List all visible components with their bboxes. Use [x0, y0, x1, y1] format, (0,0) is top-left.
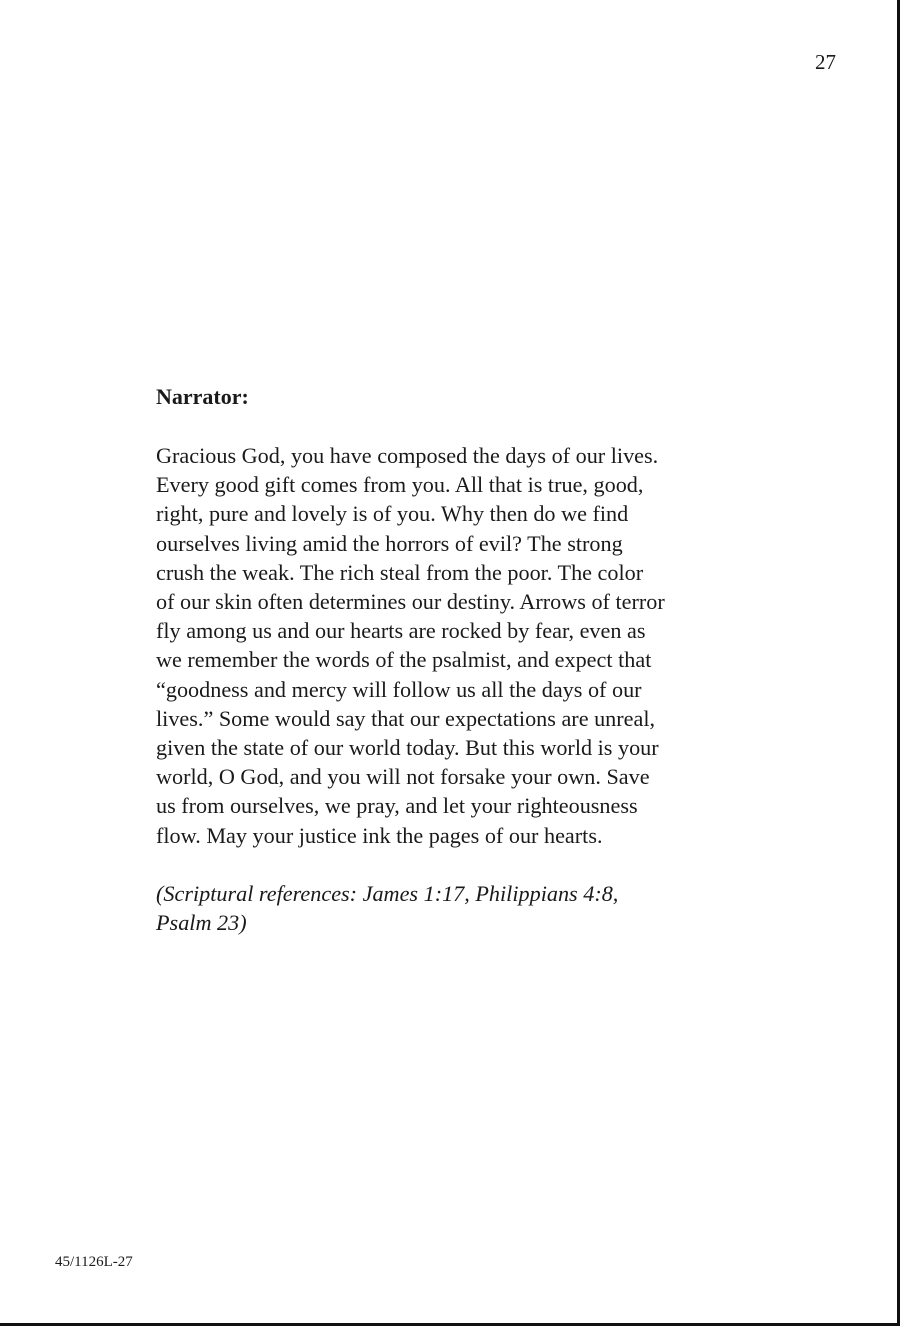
footer-code: 45/1126L-27 [55, 1254, 133, 1270]
prayer-line: lives.” Some would say that our expectations are unreal, [156, 705, 656, 731]
prayer-line: flow. May your justice ink the pages of our hearts. [156, 822, 603, 848]
prayer-line: of our skin often determines our destiny. Arrows of terror [156, 589, 665, 615]
prayer-line: world, O God, and you will not forsake your own. Save [156, 764, 650, 790]
prayer-line: us from ourselves, we pray, and let your righteousness [156, 793, 638, 819]
prayer-line: crush the weak. The rich steal from the poor. The color [156, 559, 644, 585]
prayer-line: ourselves living amid the horrors of evil? The strong [156, 530, 623, 556]
speaker-heading: Narrator: [156, 384, 249, 409]
prayer-line: fly among us and our hearts are rocked by fear, even as [156, 618, 646, 644]
prayer-line: Every good gift comes from you. All that is true, good, [156, 472, 644, 498]
prayer-line: right, pure and lovely is of you. Why then do we find [156, 501, 629, 527]
prayer-line: we remember the words of the psalmist, and expect that [156, 647, 652, 673]
scripture-references [156, 879, 756, 937]
prayer-section [156, 382, 756, 937]
prayer-line: Gracious God, you have composed the days of our lives. [156, 443, 659, 468]
prayer-text [156, 441, 756, 850]
reference-line: Psalm 23) [156, 910, 247, 936]
prayer-line: given the state of our world today. But this world is your [156, 735, 659, 761]
prayer-line: “goodness and mercy will follow us all the days of our [156, 676, 642, 702]
page-number: 27 [815, 50, 836, 74]
reference-line: (Scriptural references: James 1:17, Philippians 4:8, [156, 880, 619, 906]
